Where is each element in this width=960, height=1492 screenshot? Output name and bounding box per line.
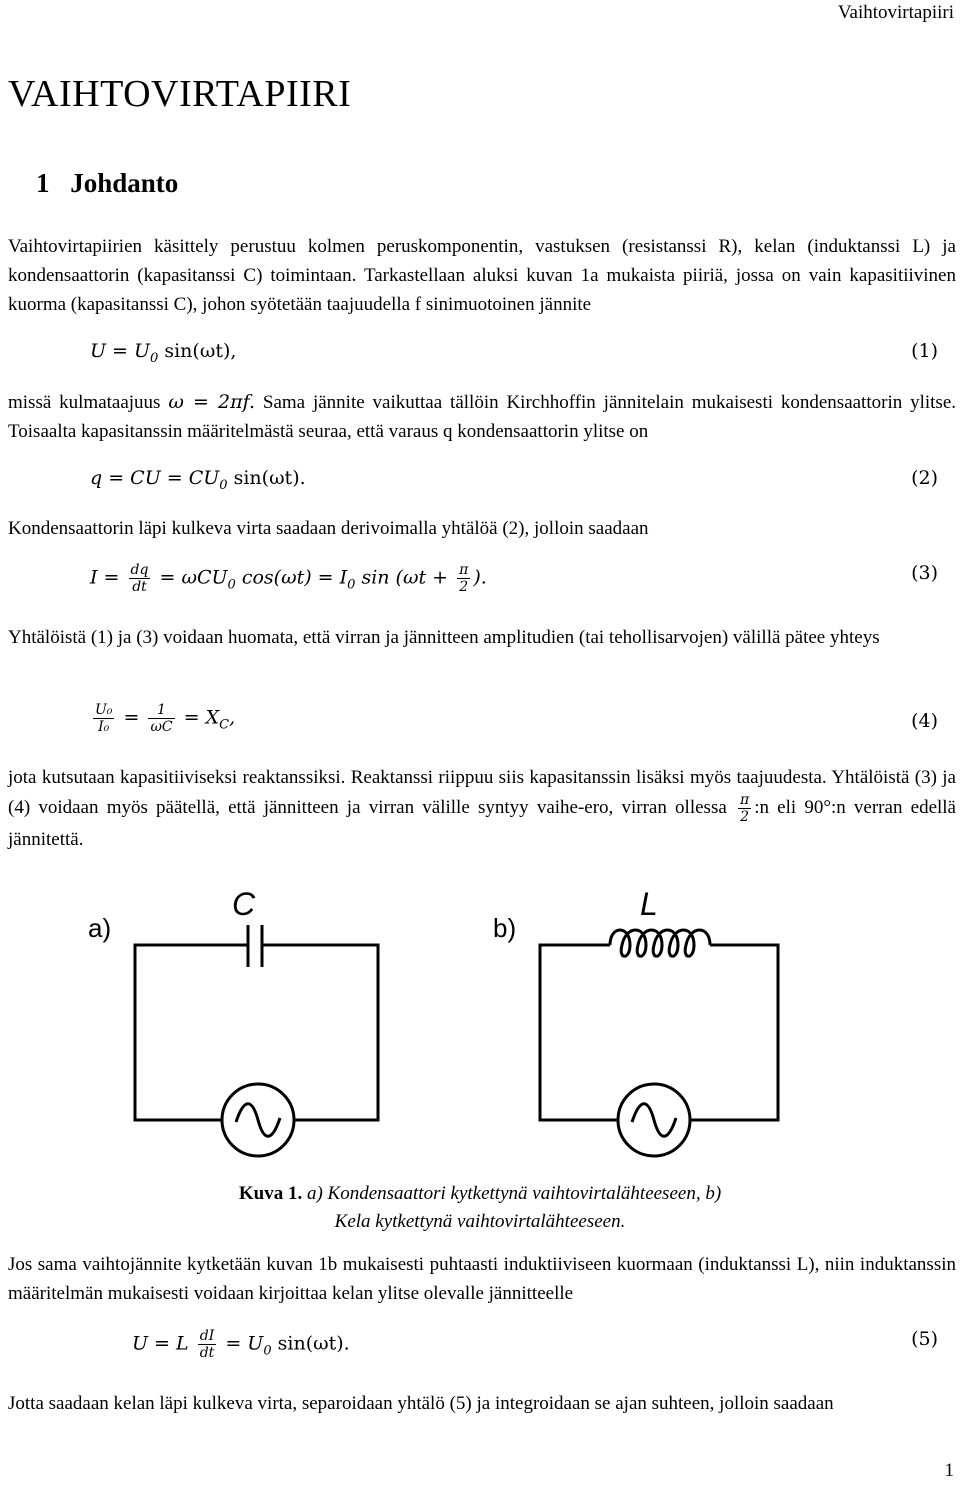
equation-number-3: (3) bbox=[911, 562, 938, 584]
figure-label-a: a) bbox=[88, 913, 112, 943]
section-number: 1 bbox=[36, 168, 50, 198]
paragraph-inductive: Jos sama vaihtojännite kytketään kuvan 1b mukaisesti puhtaasti induktiiviseen kuormaan (induktanssi L), niin induktanssin määritelmän mukaisesti voidaan kirjoittaa kelan ylitse olevalle jännitteelle bbox=[8, 1254, 956, 1304]
capacitor-circuit bbox=[135, 925, 378, 1156]
section-heading bbox=[36, 168, 178, 199]
paragraph-integration: Jotta saadaan kelan läpi kulkeva virta, separoidaan yhtälö (5) ja integroidaan se ajan suhteen, jolloin saadaan bbox=[8, 1393, 834, 1414]
equation-number-1: (1) bbox=[911, 340, 938, 362]
equation-5: U = L $\frac{dI}{dt}$ = $U_0$ sin(ωt). (5) bbox=[132, 1328, 938, 1361]
paragraph-amplitudes: Yhtälöistä (1) ja (3) voidaan huomata, että virran ja jännitteen amplitudien (tai tehollisarvojen) välillä pätee yhteys bbox=[8, 627, 880, 648]
equation-1: $U = U_0$ sin(ωt), (1) bbox=[90, 340, 938, 366]
circuit-figure bbox=[0, 870, 960, 1180]
paragraph-reactance: jota kutsutaan kapasitiiviseksi reaktanssiksi. Reaktanssi riippuu siis kapasitanssin lisäksi myös taajuudesta. Yhtälöistä (3) ja (4) voidaan myös päätellä, että jännitteen ja virran välille syntyy vaihe-ero, virran ollessa $\frac{\pi}{2}$ :n eli 90°:n verran edellä jännitettä. bbox=[8, 767, 956, 850]
equation-4: $\frac{\text{U₀}}{\text{I₀}}$ = $\frac{1}{\omega C}$ = $X_C$, (4) bbox=[95, 702, 938, 735]
capacitor-symbol-label: C bbox=[232, 886, 256, 922]
section-title: Johdanto bbox=[70, 168, 179, 198]
document-title: VAIHTOVIRTAPIIRI bbox=[8, 73, 352, 115]
equation-number-4: (4) bbox=[911, 710, 938, 732]
running-header: Vaihtovirtapiiri bbox=[837, 2, 954, 23]
page-number: 1 bbox=[944, 1460, 954, 1481]
paragraph-intro: Vaihtovirtapiirien käsittely perustuu kolmen peruskomponentin, vastuksen (resistanssi R), kelan (induktanssi L) ja kondensaattorin (kapasitanssi C) toimintaan. Tarkastellaan aluksi kuvan 1a mukaista piiriä, jossa on vain kapasitiivinen kuorma (kapasitanssi C), johon syötetään taajuudella f sinimuotoinen jännite bbox=[8, 236, 956, 315]
paragraph-derivative: Kondensaattorin läpi kulkeva virta saadaan derivoimalla yhtälöä (2), jolloin saadaan bbox=[8, 518, 649, 539]
inductor-symbol-label: L bbox=[640, 886, 658, 922]
equation-number-5: (5) bbox=[911, 1328, 938, 1350]
equation-2: q = CU = $CU_0$ sin(ωt). (2) bbox=[90, 467, 938, 493]
equation-number-2: (2) bbox=[911, 467, 938, 489]
equation-3: I = $\frac{dq}{dt}$ = ωCU$_0$ $\cos(\omega t) = I_0$ sin (ωt + $\frac{\pi}{2}$ ). (3) bbox=[90, 562, 938, 595]
figure-caption: Kuva 1. a) Kondensaattori kytkettynä vaihtovirtalähteeseen, b) Kela kytkettynä vaihtovirtalähteeseen. bbox=[238, 1183, 722, 1232]
figure-label-b: b) bbox=[493, 913, 517, 943]
inductor-circuit bbox=[540, 930, 778, 1156]
paragraph-angular-frequency: missä kulmataajuus ω = 2πf. Sama jännite vaikuttaa tällöin Kirchhoffin jännitelain mukaisesti kondensaattorin ylitse. Toisaalta kapasitanssin määritelmästä seuraa, että varaus q kondensaattorin ylitse on bbox=[8, 391, 957, 442]
